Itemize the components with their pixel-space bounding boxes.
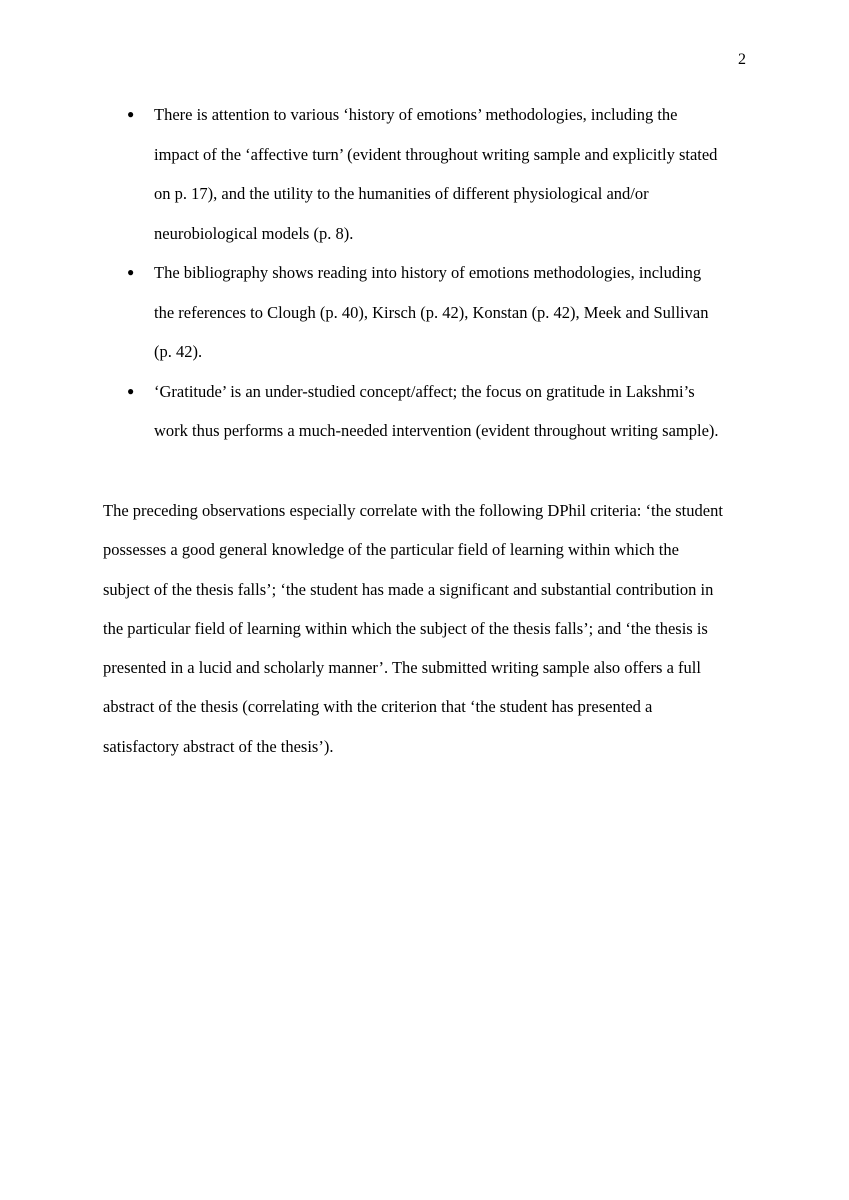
paragraph-line: possesses a good general knowledge of the particular field of learning within which the: [103, 540, 679, 560]
bullet-icon: ●: [127, 383, 135, 398]
bullet-item-bibliography: [104, 253, 754, 372]
bullet-line: the references to Clough (p. 40), Kirsch (p. 42), Konstan (p. 42), Meek and Sullivan: [154, 302, 709, 322]
paragraph-line: abstract of the thesis (correlating with the criterion that ‘the student has presented a: [103, 697, 653, 717]
paragraph-line: the particular field of learning within which the subject of the thesis falls’; and ‘the thesis is: [103, 618, 708, 638]
paragraph-line: presented in a lucid and scholarly manner’. The submitted writing sample also offers a full: [103, 658, 701, 678]
bullet-line: The bibliography shows reading into history of emotions methodologies, including: [154, 263, 702, 282]
bullet-list: [104, 95, 754, 451]
page-number: 2: [738, 51, 746, 68]
bullet-line: ‘Gratitude’ is an under-studied concept/affect; the focus on gratitude in Lakshmi’s: [154, 381, 695, 401]
bullet-line: impact of the ‘affective turn’ (evident throughout writing sample and explicitly stated: [154, 144, 718, 164]
paragraph-line: subject of the thesis falls’; ‘the student has made a significant and substantial contribution in: [103, 579, 714, 599]
bullet-icon: ●: [127, 107, 135, 121]
bullet-item-gratitude: [104, 372, 754, 451]
bullet-line: There is attention to various ‘history of emotions’ methodologies, including the: [154, 105, 678, 124]
bullet-icon: ●: [127, 265, 135, 279]
bullet-line: on p. 17), and the utility to the humanities of different physiological and/or: [154, 184, 649, 203]
bullet-line: neurobiological models (p. 8).: [154, 223, 354, 243]
bullet-item-attention: [104, 95, 754, 253]
criteria-paragraph: [103, 491, 753, 766]
paragraph-line: satisfactory abstract of the thesis’).: [103, 736, 334, 756]
paragraph-line: The preceding observations especially correlate with the following DPhil criteria: ‘the student: [103, 501, 723, 520]
bullet-line: (p. 42).: [154, 342, 203, 361]
bullet-line: work thus performs a much-needed intervention (evident throughout writing sample).: [154, 421, 719, 440]
